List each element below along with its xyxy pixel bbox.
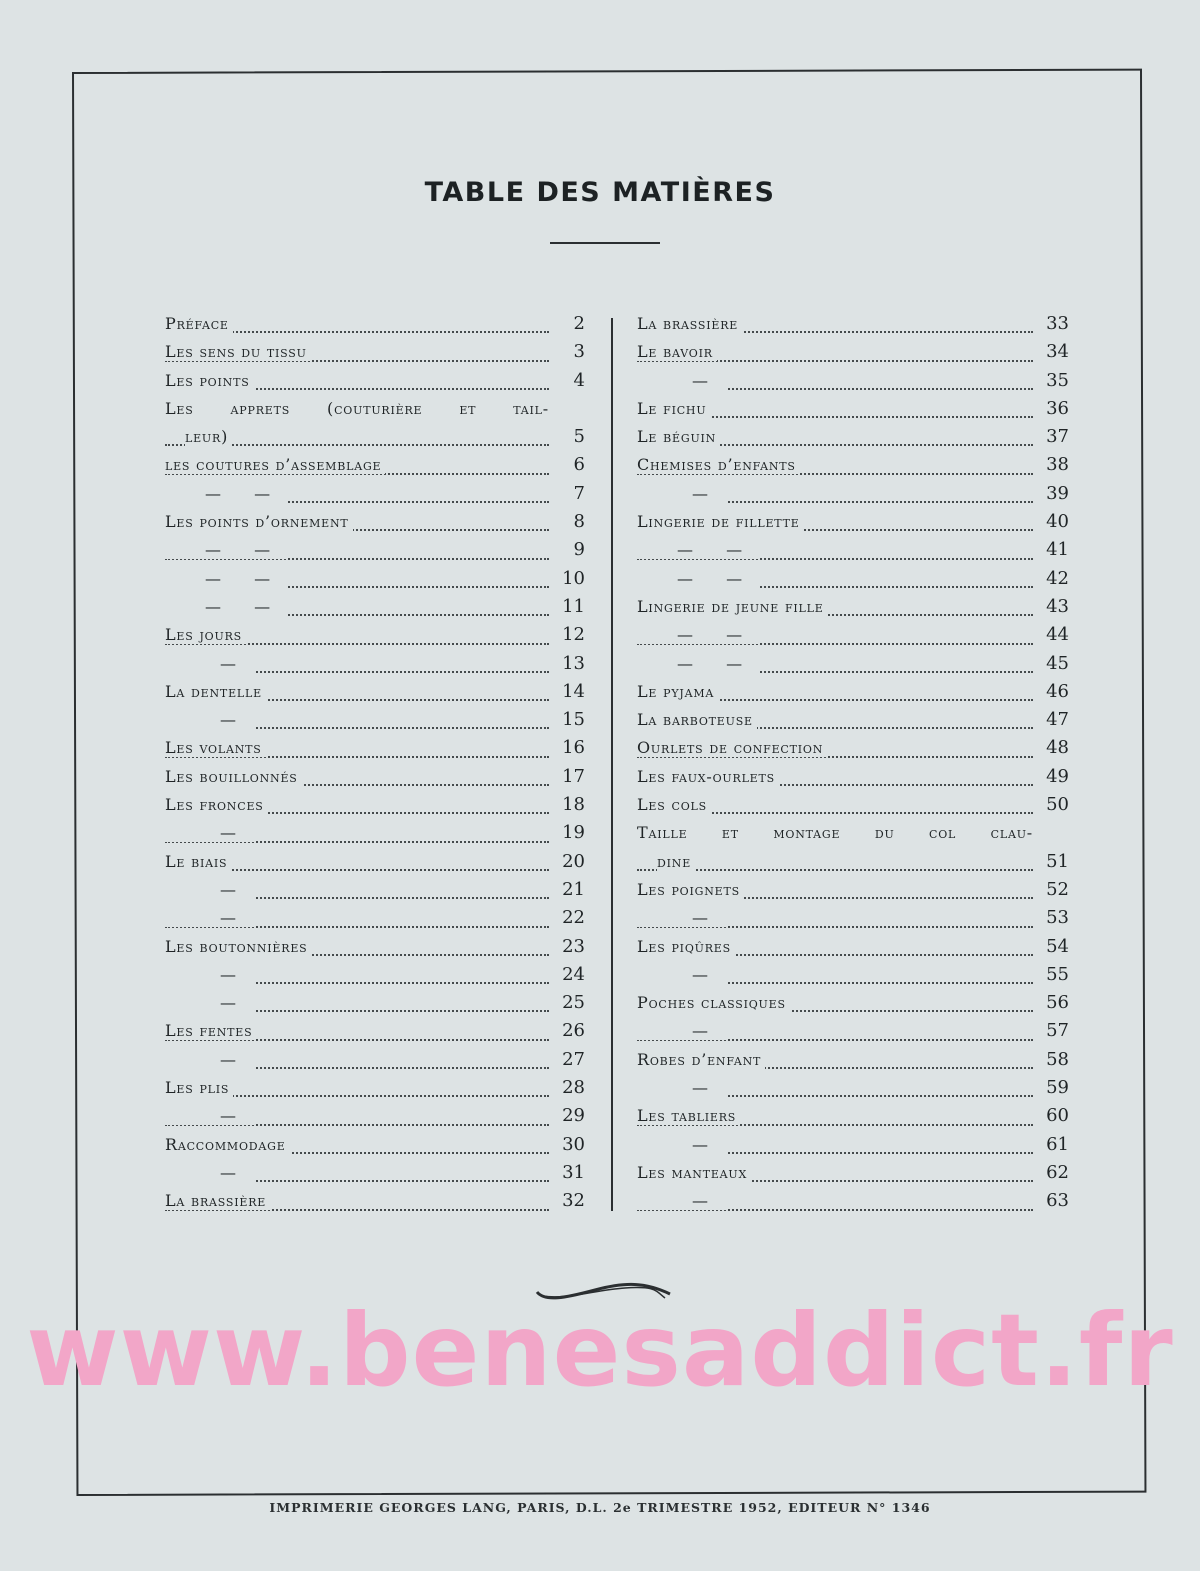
toc-entry-label: les coutures d’assemblage bbox=[165, 455, 385, 474]
toc-left-column bbox=[165, 310, 585, 1216]
toc-entry-label: La barboteuse bbox=[637, 710, 757, 729]
toc-page-number: 3 bbox=[551, 338, 585, 366]
toc-page-number: 41 bbox=[1035, 536, 1069, 564]
toc-entry-label: Préface bbox=[165, 314, 233, 333]
toc-page-number: 52 bbox=[1035, 876, 1069, 904]
toc-entry-label: — bbox=[165, 1163, 254, 1182]
toc-entry-label: — — bbox=[637, 654, 760, 673]
toc-entry bbox=[637, 508, 1069, 536]
toc-page-number: 20 bbox=[551, 848, 585, 876]
toc-page-number: 47 bbox=[1035, 706, 1069, 734]
toc-page-number: 43 bbox=[1035, 593, 1069, 621]
toc-page-number: 34 bbox=[1035, 338, 1069, 366]
toc-entry bbox=[637, 819, 1069, 876]
toc-page-number: 23 bbox=[551, 933, 585, 961]
toc-page-number: 25 bbox=[551, 989, 585, 1017]
toc-entry-label: — bbox=[165, 823, 254, 842]
toc-entry-label: — — bbox=[165, 484, 288, 503]
toc-page-number: 54 bbox=[1035, 933, 1069, 961]
toc-page-number: 33 bbox=[1035, 310, 1069, 338]
toc-entry-label: — bbox=[637, 965, 726, 984]
toc-entry-label: La brassière bbox=[165, 1191, 270, 1210]
toc-page-number: 37 bbox=[1035, 423, 1069, 451]
toc-entry-label: Les fronces bbox=[165, 795, 268, 814]
toc-page-number: 16 bbox=[551, 734, 585, 762]
toc-entry-label: — — bbox=[165, 540, 288, 559]
toc-page-number: 12 bbox=[551, 621, 585, 649]
toc-page-number: 28 bbox=[551, 1074, 585, 1102]
toc-entry bbox=[165, 1131, 585, 1159]
toc-entry bbox=[637, 961, 1069, 989]
toc-entry bbox=[637, 989, 1069, 1017]
toc-entry bbox=[165, 819, 585, 847]
toc-entry-label: — bbox=[165, 880, 254, 899]
toc-entry-label: — bbox=[637, 371, 726, 390]
toc-page-number: 5 bbox=[551, 423, 585, 451]
toc-entry-label: Les apprets (couturière et tail- bbox=[165, 395, 549, 423]
toc-page-number: 55 bbox=[1035, 961, 1069, 989]
watermark-url: www.benesaddict.fr bbox=[26, 1292, 1174, 1409]
toc-entry-label: Les points d’ornement bbox=[165, 512, 353, 531]
toc-page-number: 60 bbox=[1035, 1102, 1069, 1130]
toc-page-number: 42 bbox=[1035, 565, 1069, 593]
toc-entry-label: Robes d’enfant bbox=[637, 1050, 765, 1069]
toc-page-number: 50 bbox=[1035, 791, 1069, 819]
toc-entry-label: Chemises d’enfants bbox=[637, 455, 800, 474]
toc-entry-label-continued: leur) bbox=[185, 423, 232, 451]
toc-entry bbox=[165, 763, 585, 791]
toc-page-number: 49 bbox=[1035, 763, 1069, 791]
toc-entry-label: — bbox=[165, 908, 254, 927]
title-underline bbox=[550, 242, 660, 244]
toc-page-number: 11 bbox=[551, 593, 585, 621]
toc-entry bbox=[637, 678, 1069, 706]
toc-entry bbox=[637, 1131, 1069, 1159]
toc-page-number: 56 bbox=[1035, 989, 1069, 1017]
toc-entry-label-continued: dine bbox=[657, 848, 695, 876]
toc-entry-label: La dentelle bbox=[165, 682, 266, 701]
toc-entry-label: Ourlets de confection bbox=[637, 738, 827, 757]
toc-entry-label: Le pyjama bbox=[637, 682, 718, 701]
toc-page-number: 9 bbox=[551, 536, 585, 564]
toc-entry-label: Les plis bbox=[165, 1078, 233, 1097]
toc-entry bbox=[165, 848, 585, 876]
toc-entry bbox=[637, 1074, 1069, 1102]
toc-entry bbox=[165, 395, 585, 452]
toc-page-number: 30 bbox=[551, 1131, 585, 1159]
toc-entry-label: — bbox=[165, 1050, 254, 1069]
toc-entry-label: Les jours bbox=[165, 625, 246, 644]
toc-entry bbox=[165, 961, 585, 989]
toc-page-number: 19 bbox=[551, 819, 585, 847]
toc-entry bbox=[637, 876, 1069, 904]
toc-entry bbox=[637, 650, 1069, 678]
toc-page-number: 38 bbox=[1035, 451, 1069, 479]
toc-page-number: 59 bbox=[1035, 1074, 1069, 1102]
toc-entry-label: — bbox=[165, 965, 254, 984]
toc-entry bbox=[637, 395, 1069, 423]
toc-entry-label: Les bouillonnés bbox=[165, 767, 302, 786]
toc-entry-label: Les volants bbox=[165, 738, 266, 757]
toc-entry-label: — bbox=[637, 1021, 726, 1040]
toc-page-number: 44 bbox=[1035, 621, 1069, 649]
toc-entry-label: Raccommodage bbox=[165, 1135, 290, 1154]
toc-entry-label: — — bbox=[165, 569, 288, 588]
toc-entry bbox=[165, 1102, 585, 1130]
toc-entry bbox=[165, 367, 585, 395]
toc-entry-label: — — bbox=[637, 540, 760, 559]
toc-page-number: 40 bbox=[1035, 508, 1069, 536]
toc-entry bbox=[637, 1159, 1069, 1187]
toc-entry bbox=[637, 933, 1069, 961]
toc-entry bbox=[165, 1159, 585, 1187]
column-divider bbox=[611, 318, 613, 1211]
toc-entry bbox=[637, 904, 1069, 932]
toc-right-column bbox=[637, 310, 1069, 1216]
toc-page-number: 53 bbox=[1035, 904, 1069, 932]
toc-entry bbox=[637, 734, 1069, 762]
toc-entry-label: — — bbox=[165, 597, 288, 616]
toc-page-number: 6 bbox=[551, 451, 585, 479]
toc-page-number: 14 bbox=[551, 678, 585, 706]
toc-page-number: 35 bbox=[1035, 367, 1069, 395]
toc-page-number: 8 bbox=[551, 508, 585, 536]
toc-entry-label: Les cols bbox=[637, 795, 711, 814]
toc-page-number: 26 bbox=[551, 1017, 585, 1045]
toc-entry-label: — — bbox=[637, 569, 760, 588]
toc-entry-label: Les piqûres bbox=[637, 937, 735, 956]
toc-entry bbox=[165, 565, 585, 593]
toc-page-number: 32 bbox=[551, 1187, 585, 1215]
toc-page-number: 48 bbox=[1035, 734, 1069, 762]
toc-entry bbox=[637, 791, 1069, 819]
toc-entry bbox=[165, 904, 585, 932]
toc-page-number: 10 bbox=[551, 565, 585, 593]
toc-page-number: 62 bbox=[1035, 1159, 1069, 1187]
toc-entry-label: Taille et montage du col clau- bbox=[637, 819, 1033, 847]
toc-entry-label: Le fichu bbox=[637, 399, 710, 418]
toc-page-number: 7 bbox=[551, 480, 585, 508]
toc-page-number: 27 bbox=[551, 1046, 585, 1074]
toc-page-number: 24 bbox=[551, 961, 585, 989]
toc-entry-label: Les manteaux bbox=[637, 1163, 751, 1182]
toc-entry-label: — bbox=[637, 908, 726, 927]
toc-page-number: 46 bbox=[1035, 678, 1069, 706]
toc-entry-label: Les points bbox=[165, 371, 254, 390]
toc-entry bbox=[637, 338, 1069, 366]
toc-entry bbox=[165, 650, 585, 678]
toc-entry-label: Lingerie de fillette bbox=[637, 512, 804, 531]
toc-page-number: 39 bbox=[1035, 480, 1069, 508]
toc-page-number: 51 bbox=[1035, 848, 1069, 876]
toc-entry bbox=[637, 565, 1069, 593]
toc-entry bbox=[637, 1046, 1069, 1074]
toc-page-number: 21 bbox=[551, 876, 585, 904]
toc-page-number: 15 bbox=[551, 706, 585, 734]
toc-entry bbox=[637, 706, 1069, 734]
toc-entry-label: — bbox=[637, 1191, 726, 1210]
toc-entry bbox=[165, 480, 585, 508]
toc-page-number: 61 bbox=[1035, 1131, 1069, 1159]
toc-entry-label: Les sens du tissu bbox=[165, 342, 311, 361]
toc-entry bbox=[165, 310, 585, 338]
toc-entry-label: — — bbox=[637, 625, 760, 644]
toc-page-number: 57 bbox=[1035, 1017, 1069, 1045]
toc-entry-label: Poches classiques bbox=[637, 993, 790, 1012]
toc-entry bbox=[165, 1187, 585, 1215]
toc-page-number: 31 bbox=[551, 1159, 585, 1187]
toc-page-number: 58 bbox=[1035, 1046, 1069, 1074]
toc-entry bbox=[165, 621, 585, 649]
toc-entry-label: Les boutonnières bbox=[165, 937, 311, 956]
toc-page-number: 63 bbox=[1035, 1187, 1069, 1215]
toc-entry bbox=[165, 1017, 585, 1045]
toc-entry bbox=[637, 1187, 1069, 1215]
toc-entry bbox=[165, 933, 585, 961]
toc-entry bbox=[165, 1046, 585, 1074]
toc-entry bbox=[637, 536, 1069, 564]
toc-entry bbox=[165, 593, 585, 621]
toc-page-number: 13 bbox=[551, 650, 585, 678]
toc-entry-label: — bbox=[165, 993, 254, 1012]
toc-entry-label: — bbox=[637, 1078, 726, 1097]
toc-entry bbox=[165, 1074, 585, 1102]
toc-page-number: 18 bbox=[551, 791, 585, 819]
toc-entry bbox=[637, 480, 1069, 508]
toc-page-number: 2 bbox=[551, 310, 585, 338]
toc-entry bbox=[637, 763, 1069, 791]
toc-entry bbox=[637, 593, 1069, 621]
toc-entry bbox=[637, 1017, 1069, 1045]
toc-entry bbox=[637, 367, 1069, 395]
toc-entry-label: La brassière bbox=[637, 314, 742, 333]
toc-entry bbox=[637, 310, 1069, 338]
toc-entry-label: Les tabliers bbox=[637, 1106, 740, 1125]
toc-entry bbox=[637, 1102, 1069, 1130]
toc-entry-label: Les poignets bbox=[637, 880, 744, 899]
toc-entry-label: — bbox=[637, 1135, 726, 1154]
toc-entry bbox=[637, 423, 1069, 451]
toc-entry-label: Les faux-ourlets bbox=[637, 767, 779, 786]
toc-page-number: 36 bbox=[1035, 395, 1069, 423]
toc-entry-label: Le béguin bbox=[637, 427, 720, 446]
toc-entry-label: — bbox=[165, 710, 254, 729]
toc-entry bbox=[165, 451, 585, 479]
toc-entry bbox=[637, 451, 1069, 479]
toc-entry bbox=[165, 706, 585, 734]
toc-page-number: 22 bbox=[551, 904, 585, 932]
toc-entry bbox=[637, 621, 1069, 649]
toc-entry-label: Le bavoir bbox=[637, 342, 717, 361]
toc-entry-label: Les fentes bbox=[165, 1021, 256, 1040]
toc-entry bbox=[165, 989, 585, 1017]
toc-entry-label: Lingerie de jeune fille bbox=[637, 597, 828, 616]
toc-entry-label: — bbox=[637, 484, 726, 503]
dot-leader bbox=[637, 869, 1033, 871]
toc-entry bbox=[165, 508, 585, 536]
toc-entry bbox=[165, 791, 585, 819]
printer-footer: IMPRIMERIE GEORGES LANG, PARIS, D.L. 2e TRIMESTRE 1952, EDITEUR N° 1346 bbox=[269, 1500, 931, 1515]
toc-page-number: 4 bbox=[551, 367, 585, 395]
page-title: TABLE DES MATIÈRES bbox=[424, 177, 776, 208]
toc-page-number: 17 bbox=[551, 763, 585, 791]
toc-entry bbox=[165, 876, 585, 904]
toc-entry-label: — bbox=[165, 654, 254, 673]
toc-entry bbox=[165, 536, 585, 564]
toc-page-number: 45 bbox=[1035, 650, 1069, 678]
toc-entry bbox=[165, 338, 585, 366]
toc-page-number: 29 bbox=[551, 1102, 585, 1130]
toc-entry-label: Le biais bbox=[165, 852, 231, 871]
toc-entry-label: — bbox=[165, 1106, 254, 1125]
toc-entry bbox=[165, 734, 585, 762]
toc-entry bbox=[165, 678, 585, 706]
